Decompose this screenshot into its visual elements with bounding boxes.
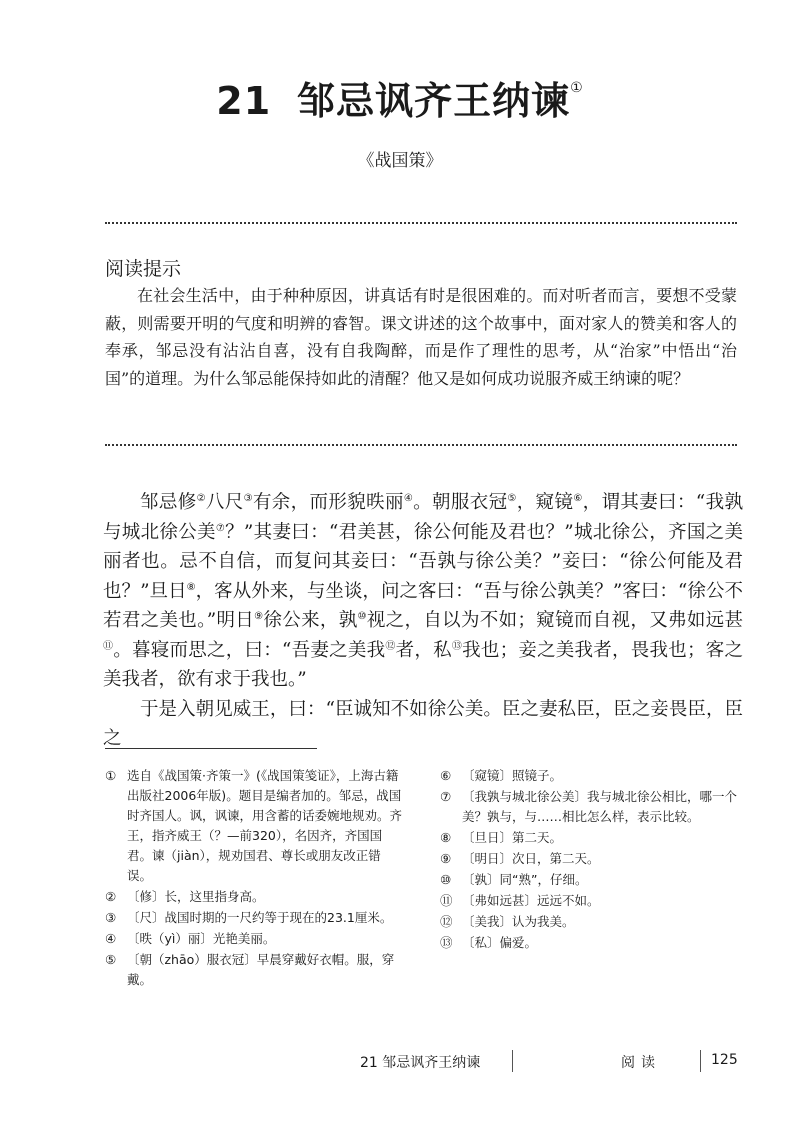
footnote xyxy=(440,870,740,890)
title-footnote-mark: ① xyxy=(570,80,584,96)
passage-paragraph-2: 于是入朝见威王，曰：“臣诚知不如徐公美。臣之妻私臣，臣之妾畏臣，臣之 xyxy=(103,698,743,749)
footnotes-right-column xyxy=(440,766,740,954)
footnote-mark: ⑥ xyxy=(440,768,452,783)
footnote xyxy=(105,766,405,886)
footnote-text: 〔私〕偏爱。 xyxy=(462,935,538,950)
footnote-ref: ⑧ xyxy=(186,581,196,593)
footnote-mark: ⑨ xyxy=(440,851,452,866)
footnote-mark: ③ xyxy=(105,910,117,925)
footnote xyxy=(440,849,740,869)
footnote-mark: ⑦ xyxy=(440,789,452,804)
footnote-text: 〔孰〕同“熟”，仔细。 xyxy=(462,872,588,887)
reading-tips-body xyxy=(105,282,737,392)
passage-text: 视之，自以为不如；窥镜而自视，又弗如远甚 xyxy=(366,610,743,631)
footnote-ref: ⑤ xyxy=(507,492,517,504)
passage-text: 有余，而形貌昳丽 xyxy=(252,492,404,513)
footnote-ref: ⑨ xyxy=(254,610,264,622)
passage-text: “我孰与城北徐公美 xyxy=(103,492,743,543)
footnote-ref: ⑬ xyxy=(451,640,463,652)
footnote xyxy=(105,887,405,907)
footnote-ref: ⑫ xyxy=(385,640,396,652)
passage-text: ，谓其妻曰： xyxy=(582,492,696,513)
footnote-ref: ② xyxy=(196,492,206,504)
footnote-text: 〔我孰与城北徐公美〕我与城北徐公相比，哪一个美？孰与，与……相比怎么样，表示比较。 xyxy=(462,789,738,824)
footnote xyxy=(440,891,740,911)
footnote xyxy=(440,828,740,848)
footnote-text: 〔弗如远甚〕远远不如。 xyxy=(462,893,600,908)
footer-divider xyxy=(700,1050,701,1072)
footnote-mark: ⑫ xyxy=(440,914,453,929)
footnote-ref: ⑩ xyxy=(357,610,367,622)
footnote xyxy=(440,912,740,932)
footnote-mark: ⑪ xyxy=(440,893,453,908)
footnote xyxy=(105,929,405,949)
passage-text: 者，私 xyxy=(395,639,452,661)
footnote-ref: ⑪ xyxy=(103,640,114,652)
footnote xyxy=(440,787,740,827)
passage-text: 。朝服衣冠 xyxy=(413,492,508,513)
passage-paragraph-1 xyxy=(103,488,743,695)
main-text xyxy=(103,488,743,754)
footnote-text: 〔尺〕战国时期的一尺约等于现在的23.1厘米。 xyxy=(127,910,393,925)
passage-text: 我也；妾之美我者，畏我也；客之美我者，欲有求于我也。” xyxy=(103,639,743,690)
footnote xyxy=(105,950,405,990)
lesson-number: 21 xyxy=(216,79,272,123)
passage-text: ？”其妻曰：“君美甚，徐公何能及君也？”城北徐公，齐国之美丽者也。忌不自信，而复问其妾曰：“吾孰与徐公美？”妾曰：“徐公何能及君也？”旦日 xyxy=(103,521,743,602)
passage-text: ，客从外来，与坐谈，问之客曰：“吾与徐公孰美？”客曰：“徐公不若君之美也。”明日 xyxy=(103,580,743,631)
page-footer xyxy=(0,1050,800,1074)
footnote-mark: ⑧ xyxy=(440,830,452,845)
footer-divider xyxy=(512,1050,513,1072)
footnote-text: 〔昳（yì）丽〕光艳美丽。 xyxy=(127,931,276,946)
footnote-text: 〔旦日〕第二天。 xyxy=(462,830,563,845)
reading-tips-heading: 阅读提示 xyxy=(105,258,182,280)
footer-section: 阅读 xyxy=(621,1055,661,1071)
footnote-text: 〔美我〕认为我美。 xyxy=(462,914,575,929)
footer-lesson-title: 21 邹忌讽齐王纳谏 xyxy=(360,1055,481,1071)
footnote-mark: ⑤ xyxy=(105,952,117,967)
source-book: 《战国策》 xyxy=(357,151,443,171)
footnote-ref: ③ xyxy=(243,492,253,504)
page-number: 125 xyxy=(711,1052,738,1068)
lesson-title xyxy=(0,70,800,125)
footnote-mark: ① xyxy=(105,768,117,783)
dotted-divider-top xyxy=(105,222,737,224)
passage-text: 。暮寝而思之，曰：“吾妻之美我 xyxy=(113,639,386,661)
footnote xyxy=(440,766,740,786)
footnote-ref: ⑦ xyxy=(215,522,226,534)
footnote xyxy=(105,908,405,928)
passage-text: 邹忌修 xyxy=(140,492,197,513)
footnote-text: 〔朝（zhāo）服衣冠〕早晨穿戴好衣帽。服，穿戴。 xyxy=(127,952,395,987)
footnote-ref: ⑥ xyxy=(573,492,583,504)
footnote-rule xyxy=(105,748,317,749)
footnote-text: 〔修〕长，这里指身高。 xyxy=(127,889,265,904)
passage-text: ，窥镜 xyxy=(516,492,574,513)
footnote-text: 〔明日〕次日，第二天。 xyxy=(462,851,600,866)
reading-tips-text: 在社会生活中，由于种种原因，讲真话有时是很困难的。而对听者而言，要想不受蒙蔽，则需要开明的气度和明辨的睿智。课文讲述的这个故事中，面对家人的赞美和客人的奉承，邹忌没有沾沾自喜，没有自我陶醉，而是作了理性的思考，从“治家”中悟出“治国”的道理。为什么邹忌能保持如此的清醒？他又是如何成功说服齐威王纳谏的呢？ xyxy=(105,286,737,388)
footnote-ref: ④ xyxy=(403,492,414,504)
footnote xyxy=(440,933,740,953)
passage-text: 八尺 xyxy=(205,492,244,513)
footnote-text: 〔窥镜〕照镜子。 xyxy=(462,768,563,783)
passage-text: 徐公来，孰 xyxy=(263,610,358,631)
footnote-mark: ⑬ xyxy=(440,935,453,950)
lesson-title-text: 邹忌讽齐王纳谏 xyxy=(297,79,571,123)
footnote-mark: ④ xyxy=(105,931,117,946)
footnote-text: 选自《战国策·齐策一》(《战国策笺证》，上海古籍出版社2006年版)。题目是编者加的。邹忌，战国时齐国人。讽，讽谏，用含蓄的话委婉地规劝。齐王，指齐威王（？—前320），名因齐，齐国国君。谏（jiàn），规劝国君、尊长或朋友改正错误。 xyxy=(127,768,403,883)
footnote-mark: ② xyxy=(105,889,117,904)
footnote-mark: ⑩ xyxy=(440,872,452,887)
dotted-divider-bottom xyxy=(105,444,737,446)
footnotes-left-column xyxy=(105,766,405,991)
